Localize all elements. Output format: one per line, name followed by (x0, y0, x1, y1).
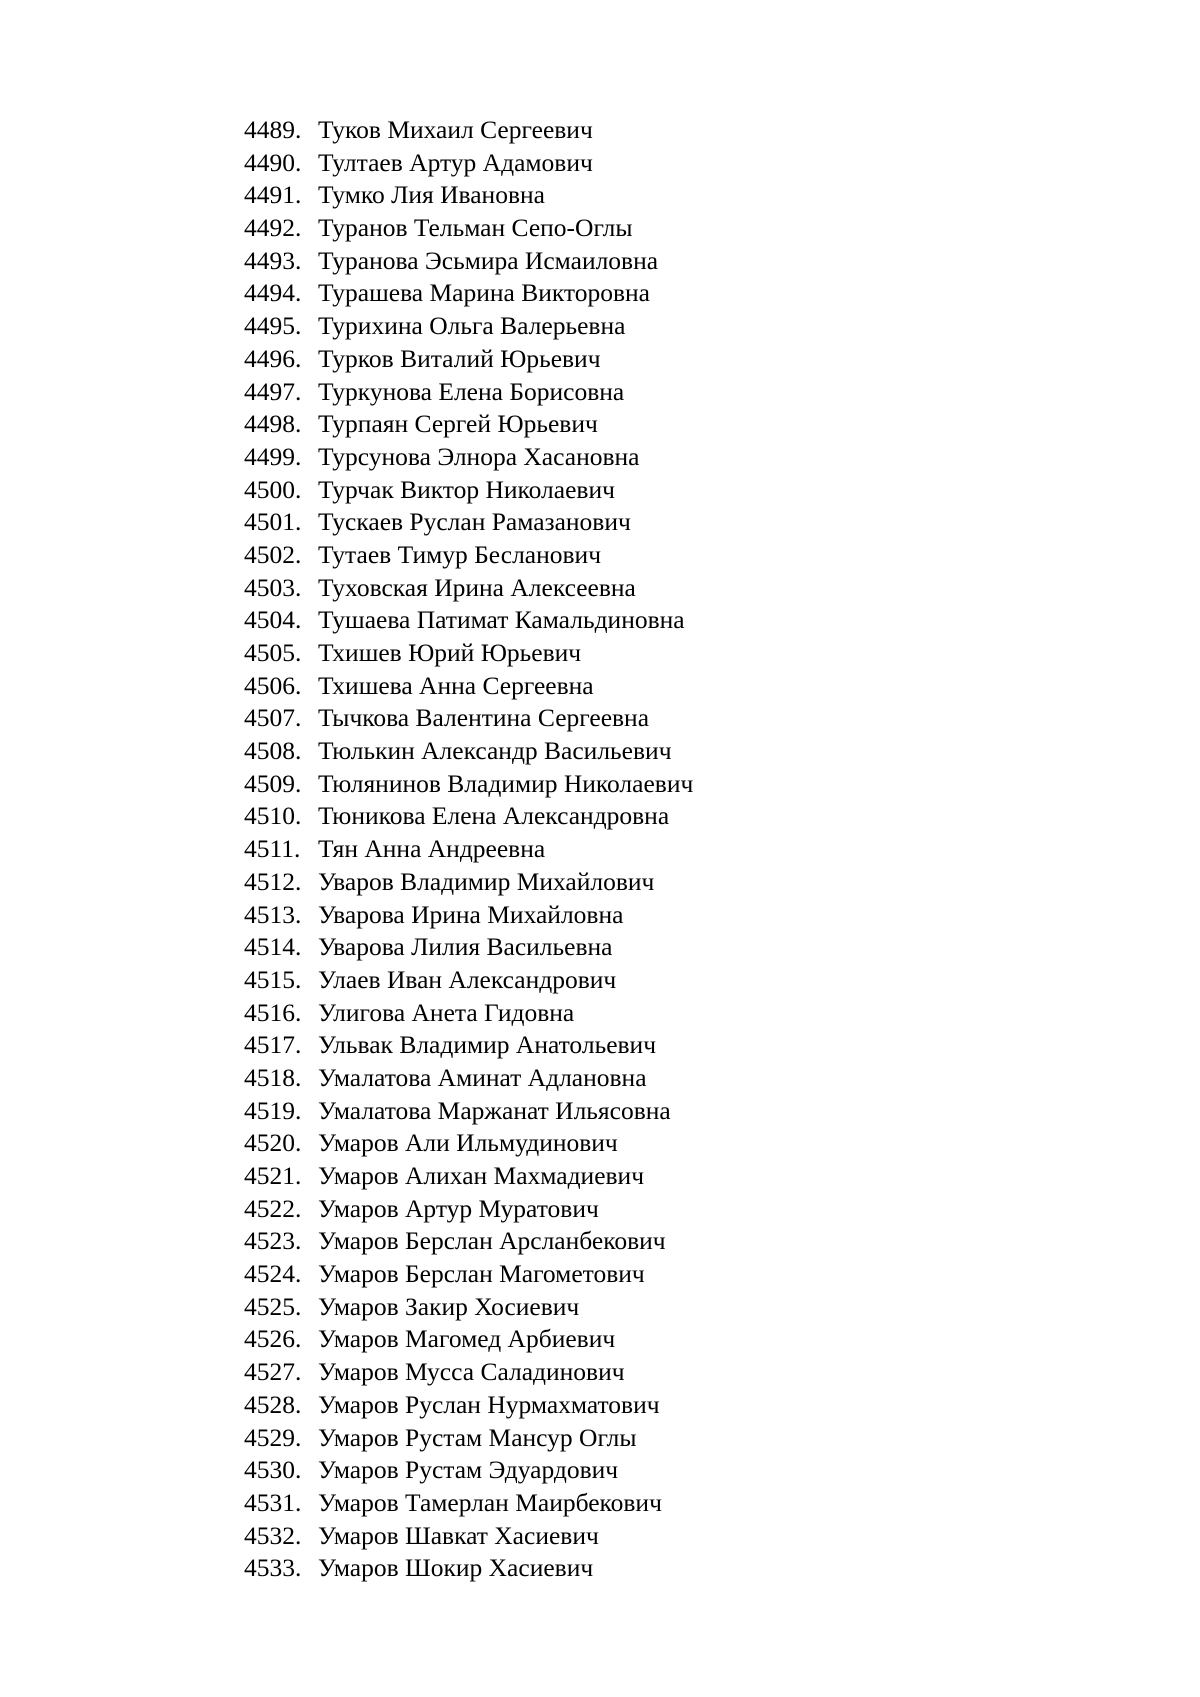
list-item (244, 768, 693, 801)
entry-name: Умаров Али Ильмудинович (318, 1128, 618, 1158)
list-item (244, 997, 693, 1030)
list-item (244, 1029, 693, 1062)
entry-number: 4513. (244, 899, 302, 929)
entry-name: Улаев Иван Александрович (318, 964, 617, 994)
entry-number: 4505. (244, 638, 302, 667)
entry-number: 4519. (244, 1095, 302, 1125)
entry-name: Умаров Берслан Магометович (318, 1259, 645, 1289)
list-item (244, 637, 693, 670)
list-item (244, 1127, 693, 1160)
list-item (244, 506, 693, 539)
entry-number: 4531. (244, 1487, 302, 1517)
entry-name: Умаров Магомед Арбиевич (318, 1324, 616, 1354)
entry-number: 4517. (244, 1030, 302, 1060)
list-item (244, 702, 693, 735)
entry-name: Умаров Мусса Саладинович (318, 1357, 625, 1387)
list-item (244, 1520, 693, 1553)
entry-number: 4512. (244, 866, 302, 896)
entry-name: Умаров Рустам Эдуардович (318, 1455, 619, 1485)
list-item (244, 735, 693, 768)
list-item (244, 1095, 693, 1128)
name-list (244, 114, 693, 1585)
entry-number: 4510. (244, 801, 302, 831)
list-item (244, 212, 693, 245)
list-item (244, 1225, 693, 1258)
list-item (244, 310, 693, 343)
entry-number: 4529. (244, 1422, 302, 1452)
entry-number: 4502. (244, 539, 302, 569)
list-item (244, 964, 693, 997)
entry-number: 4493. (244, 245, 302, 275)
list-item (244, 343, 693, 376)
entry-number: 4504. (244, 605, 302, 635)
entry-name: Тюлькин Александр Васильевич (318, 736, 672, 766)
entry-name: Туховская Ирина Алексеевна (318, 572, 636, 602)
entry-number: 4516. (244, 997, 302, 1027)
entry-number: 4526. (244, 1324, 302, 1354)
entry-name: Тхишева Анна Сергеевна (318, 670, 594, 700)
entry-number: 4501. (244, 507, 302, 537)
entry-name: Тюлянинов Владимир Николаевич (318, 768, 694, 798)
list-item (244, 1389, 693, 1422)
list-item (244, 604, 693, 637)
entry-number: 4497. (244, 376, 302, 406)
entry-number: 4524. (244, 1259, 302, 1289)
entry-number: 4525. (244, 1291, 302, 1321)
entry-number: 4528. (244, 1389, 302, 1419)
entry-number: 4511. (244, 834, 301, 864)
entry-name: Тултаев Артур Адамович (318, 147, 593, 177)
entry-number: 4491. (244, 180, 302, 210)
entry-name: Туранова Эсьмира Исмаиловна (318, 245, 659, 275)
list-item (244, 572, 693, 605)
entry-number: 4499. (244, 441, 302, 471)
list-item (244, 408, 693, 441)
entry-name: Умаров Руслан Нурмахматович (318, 1389, 660, 1419)
list-item (244, 670, 693, 703)
entry-name: Умалатова Аминат Адлановна (318, 1062, 647, 1092)
entry-number: 4492. (244, 213, 302, 243)
list-item (244, 1291, 693, 1324)
entry-number: 4508. (244, 736, 302, 766)
entry-number: 4523. (244, 1226, 302, 1256)
entry-number: 4532. (244, 1520, 302, 1550)
entry-name: Умаров Артур Муратович (318, 1193, 599, 1223)
entry-number: 4507. (244, 703, 302, 733)
entry-name: Туркунова Елена Борисовна (318, 376, 625, 406)
list-item (244, 245, 693, 278)
list-item (244, 1258, 693, 1291)
list-item (244, 277, 693, 310)
entry-number: 4503. (244, 572, 302, 602)
entry-number: 4521. (244, 1161, 302, 1190)
entry-name: Тхишев Юрий Юрьевич (318, 638, 582, 667)
entry-name: Турашева Марина Викторовна (318, 278, 650, 308)
entry-name: Тутаев Тимур Бесланович (318, 539, 602, 569)
entry-name: Тускаев Руслан Рамазанович (318, 507, 631, 537)
entry-number: 4495. (244, 311, 302, 341)
entry-name: Турпаян Сергей Юрьевич (318, 409, 598, 439)
entry-name: Умаров Рустам Мансур Оглы (318, 1422, 637, 1452)
entry-name: Тумко Лия Ивановна (318, 180, 545, 210)
entry-name: Уварова Ирина Михайловна (318, 899, 624, 929)
entry-number: 4533. (244, 1553, 302, 1583)
entry-name: Умаров Закир Хосиевич (318, 1291, 580, 1321)
entry-number: 4489. (244, 115, 302, 144)
entry-number: 4509. (244, 768, 302, 798)
entry-name: Тюникова Елена Александровна (318, 801, 670, 831)
list-item (244, 1454, 693, 1487)
entry-number: 4530. (244, 1455, 302, 1485)
list-item (244, 539, 693, 572)
entry-name: Умалатова Маржанат Ильясовна (318, 1095, 671, 1125)
entry-number: 4498. (244, 409, 302, 439)
entry-number: 4496. (244, 343, 302, 373)
list-item (244, 1552, 693, 1585)
list-item (244, 441, 693, 474)
entry-name: Умаров Алихан Махмадиевич (318, 1161, 645, 1190)
entry-number: 4520. (244, 1128, 302, 1158)
entry-name: Умаров Шокир Хасиевич (318, 1553, 594, 1583)
entry-name: Уварова Лилия Васильевна (318, 932, 613, 962)
entry-name: Умаров Тамерлан Маирбекович (318, 1487, 662, 1517)
entry-number: 4494. (244, 278, 302, 308)
entry-name: Ульвак Владимир Анатольевич (318, 1030, 657, 1060)
entry-name: Турсунова Элнора Хасановна (318, 441, 640, 471)
list-item (244, 1323, 693, 1356)
list-item (244, 1422, 693, 1455)
list-item (244, 179, 693, 212)
entry-name: Тян Анна Андреевна (318, 834, 546, 864)
entry-number: 4500. (244, 474, 302, 504)
entry-name: Турков Виталий Юрьевич (318, 343, 601, 373)
list-item (244, 866, 693, 899)
entry-name: Тушаева Патимат Камальдиновна (318, 605, 685, 635)
entry-number: 4514. (244, 932, 302, 962)
list-item (244, 1062, 693, 1095)
entry-name: Тычкова Валентина Сергеевна (318, 703, 650, 733)
entry-name: Улигова Анета Гидовна (318, 997, 575, 1027)
entry-number: 4522. (244, 1193, 302, 1223)
list-item (244, 899, 693, 932)
list-item (244, 1487, 693, 1520)
entry-number: 4490. (244, 147, 302, 177)
entry-number: 4518. (244, 1062, 302, 1092)
list-item (244, 833, 693, 866)
list-item (244, 931, 693, 964)
list-item (244, 474, 693, 507)
entry-number: 4506. (244, 670, 302, 700)
entry-name: Уваров Владимир Михайлович (318, 866, 655, 896)
entry-number: 4527. (244, 1357, 302, 1387)
entry-number: 4515. (244, 964, 302, 994)
list-item (244, 376, 693, 409)
entry-name: Турчак Виктор Николаевич (318, 474, 615, 504)
list-item (244, 114, 693, 147)
list-item (244, 1193, 693, 1226)
entry-name: Турихина Ольга Валерьевна (318, 311, 626, 341)
entry-name: Туранов Тельман Сепо-Оглы (318, 213, 633, 243)
list-item (244, 147, 693, 180)
entry-name: Умаров Шавкат Хасиевич (318, 1520, 599, 1550)
list-item (244, 800, 693, 833)
entry-name: Умаров Берслан Арсланбекович (318, 1226, 666, 1256)
list-item (244, 1356, 693, 1389)
list-item (244, 1160, 693, 1193)
entry-name: Туков Михаил Сергеевич (318, 115, 593, 144)
